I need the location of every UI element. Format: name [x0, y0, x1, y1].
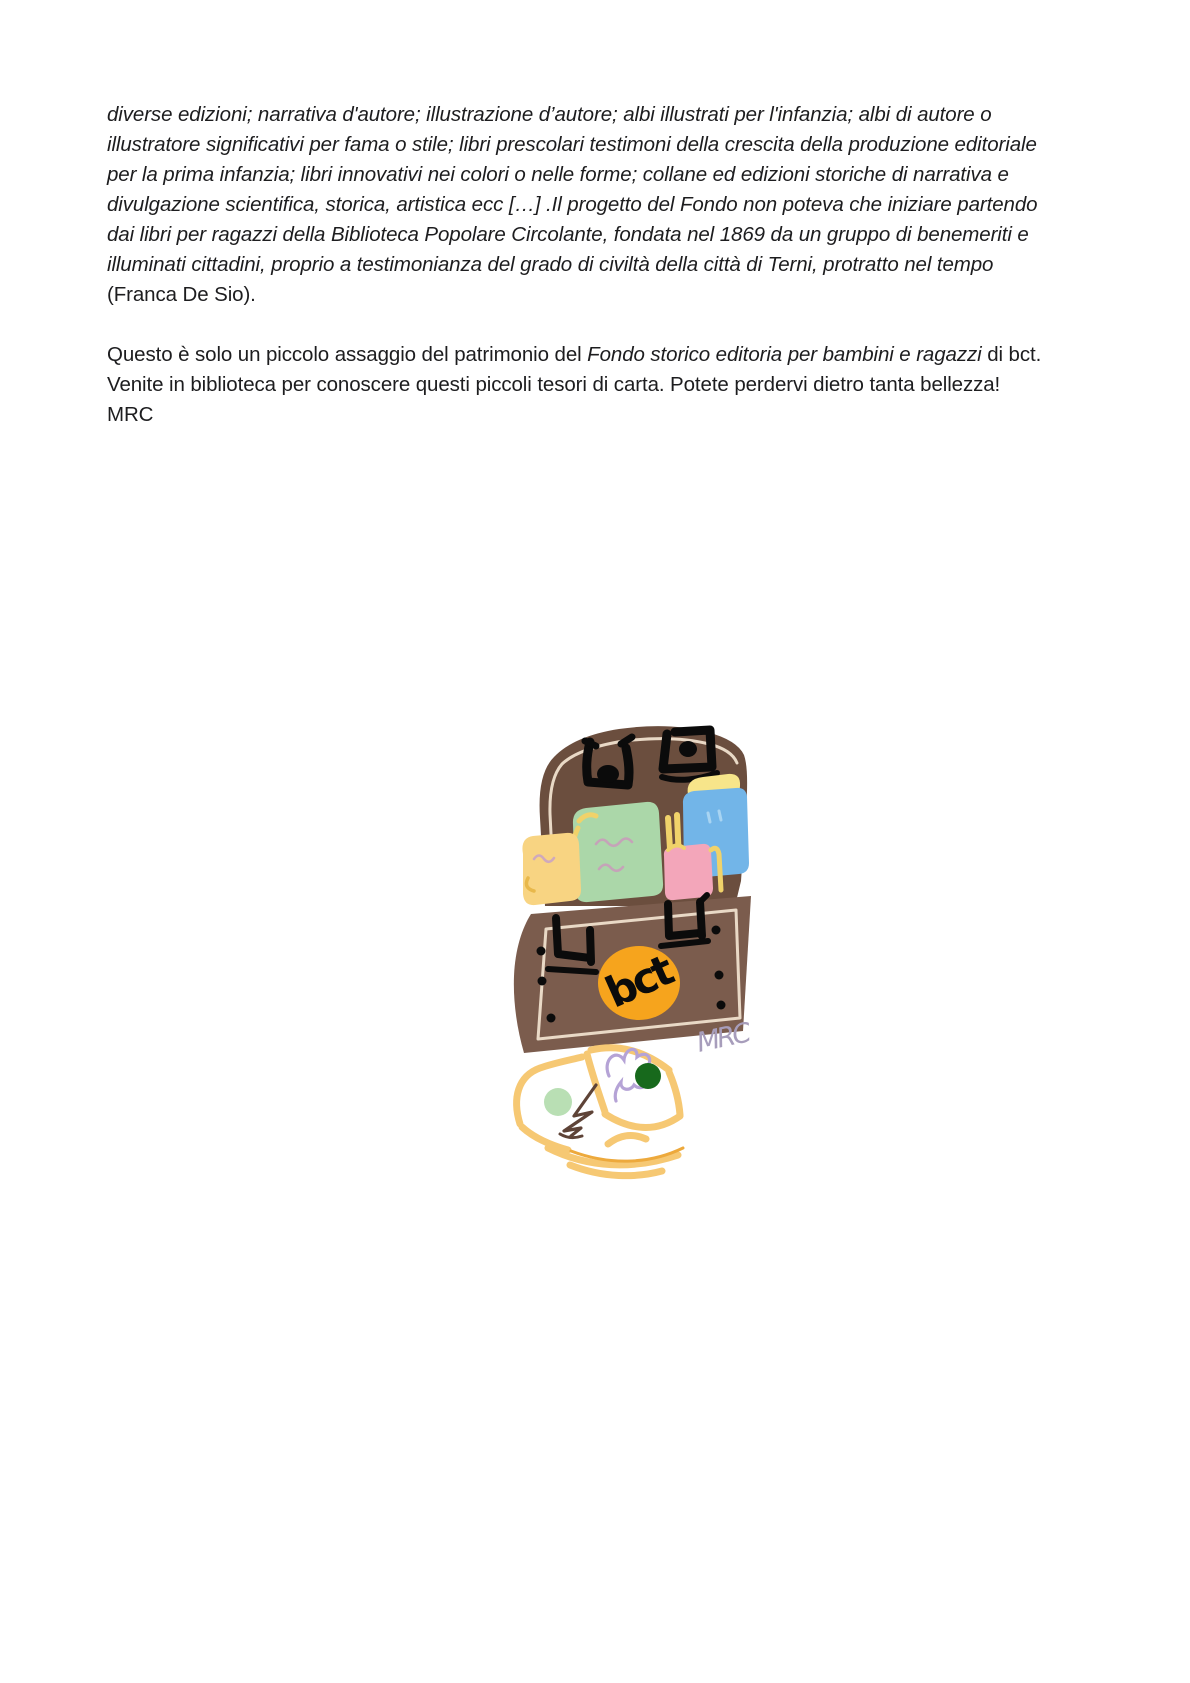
book-yellow [522, 833, 581, 905]
artist-signature: MRC [694, 1017, 752, 1059]
body-text [107, 100, 1065, 430]
paragraph-invito [107, 340, 1065, 400]
suitcase-drawing-icon [478, 678, 770, 1182]
invito-text-before: Questo è solo un piccolo assaggio del patrimonio del [107, 343, 588, 366]
bct-logo-text: bct [598, 945, 679, 1018]
fondo-description-text: diverse edizioni; narrativa d'autore; illustrazione d’autore; albi illustrati per l'infanzia; albi di autore o illustratore significativi per fama o stile; libri prescolari testimoni della crescita della produzione editoriale per la prima infanzia; libri innovativi nei colori o nelle forme; collane ed edizioni storiche di narrativa e divulgazione scientifica, storica, artistica ecc […] .Il progetto del Fondo non poteva che iniziare partendo dai libri per ragazzi della Biblioteca Popolare Circolante, fondata nel 1869 da un gruppo di benemeriti e illuminati cittadini, proprio a testimonianza del grado di civiltà della città di Terni, protratto nel tempo [107, 103, 1038, 276]
paragraph-fondo [107, 100, 1065, 310]
dark-green-dot [635, 1063, 661, 1089]
light-green-dot [544, 1088, 572, 1116]
suitcase-illustration [478, 678, 770, 1182]
fondo-name-italic: Fondo storico editoria per bambini e ragazzi [587, 343, 982, 366]
invito-text-after: di bct. Venite in biblioteca per conoscere questi piccoli tesori di carta. Potete perdervi dietro tanta bellezza! [107, 343, 1042, 396]
attribution-text: (Franca De Sio). [107, 283, 256, 306]
open-book [517, 1048, 683, 1176]
book-pink [664, 844, 713, 900]
author-initials: MRC [107, 403, 154, 426]
